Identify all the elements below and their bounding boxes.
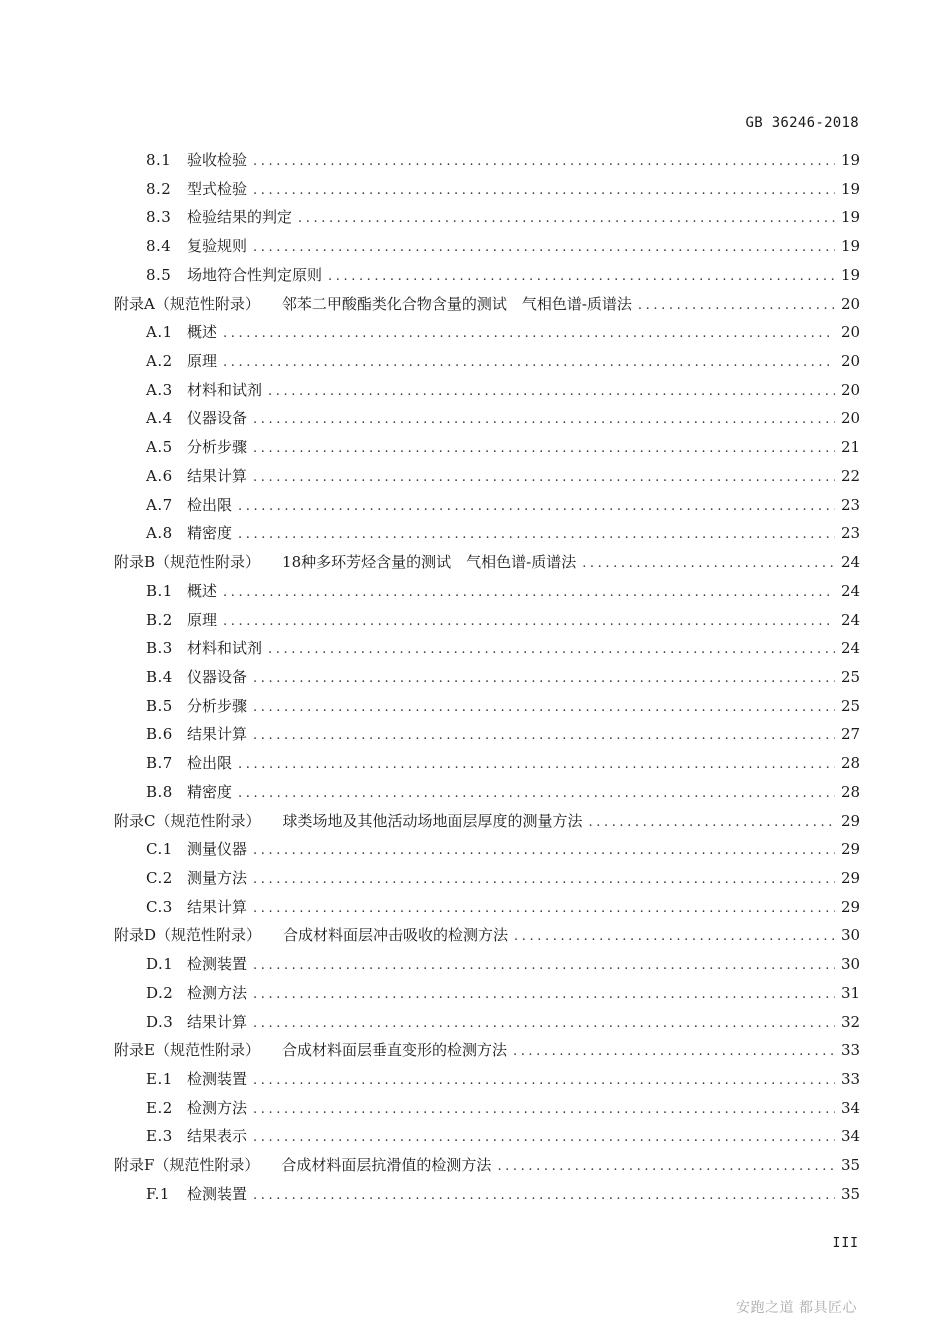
toc-entry[interactable] (114, 1151, 859, 1180)
toc-entry-title: 精密度 (187, 524, 233, 543)
toc-entry[interactable] (114, 1122, 859, 1151)
dot-leader (253, 464, 835, 493)
toc-entry-number: B.1 (146, 581, 173, 600)
toc-entry-page: 29 (841, 897, 861, 916)
toc-entry[interactable] (114, 692, 859, 721)
toc-entry-number: 8.4 (146, 237, 172, 256)
toc-entry-page: 22 (841, 466, 861, 485)
standard-code: GB 36246-2018 (745, 115, 859, 131)
toc-entry-number: A.1 (146, 323, 173, 342)
toc-entry-title: 分析步骤 (187, 696, 248, 715)
toc-entry[interactable] (114, 433, 859, 462)
toc-entry-number: B.3 (146, 639, 173, 658)
toc-entry[interactable] (114, 979, 859, 1008)
toc-entry[interactable] (114, 491, 859, 520)
toc-entry-number: B.5 (146, 696, 173, 715)
dot-leader (223, 608, 835, 637)
toc-entry-page: 33 (841, 1041, 861, 1060)
toc-entry[interactable] (114, 893, 859, 922)
toc-entry-title: 测量仪器 (187, 840, 248, 859)
toc-entry-number: A.3 (146, 380, 173, 399)
dot-leader (238, 751, 835, 780)
toc-entry-page: 24 (841, 553, 861, 572)
toc-entry[interactable] (114, 749, 859, 778)
dot-leader (253, 665, 835, 694)
toc-entry-title: 检验结果的判定 (187, 208, 293, 227)
dot-leader (253, 837, 835, 866)
dot-leader (223, 579, 835, 608)
toc-entry-page: 24 (841, 581, 861, 600)
toc-entry[interactable] (114, 404, 859, 433)
toc-entry-number: E.1 (146, 1070, 173, 1088)
toc-entry-number: A.2 (146, 352, 173, 371)
dot-leader (268, 378, 835, 407)
dot-leader (497, 1153, 835, 1182)
dot-leader (253, 952, 835, 981)
toc-entry-title: 概述 (187, 323, 218, 342)
toc-entry-number: B.8 (146, 782, 173, 801)
dot-leader (253, 148, 835, 177)
toc-entry[interactable] (114, 807, 859, 836)
dot-leader (253, 435, 835, 464)
toc-appendix-label: 附录D（规范性附录） (114, 926, 262, 945)
toc-entry[interactable] (114, 462, 859, 491)
toc-entry[interactable] (114, 720, 859, 749)
toc-entry[interactable] (114, 376, 859, 405)
dot-leader (253, 1010, 835, 1039)
dot-leader (253, 694, 835, 723)
toc-entry-title: 检测装置 (187, 955, 248, 974)
toc-entry-number: A.7 (146, 495, 173, 514)
toc-entry-page: 29 (841, 811, 861, 830)
toc-entry[interactable] (114, 1094, 859, 1123)
toc-entry-title: 检出限 (187, 754, 233, 773)
dot-leader (268, 636, 835, 665)
toc-entry-title: 检测装置 (187, 1070, 248, 1088)
toc-entry-title: 材料和试剂 (187, 380, 263, 399)
dot-leader (253, 1067, 835, 1096)
toc-appendix-label: 附录F（规范性附录） (114, 1156, 260, 1175)
toc-entry-title: 结果计算 (187, 725, 248, 744)
toc-entry-page: 20 (841, 380, 861, 399)
toc-entry-page: 19 (841, 237, 861, 256)
toc-entry-page: 30 (841, 955, 861, 974)
toc-entry-title: 概述 (187, 581, 218, 600)
toc-entry-title: 结果计算 (187, 897, 248, 916)
toc-entry-number: D.3 (146, 1012, 174, 1031)
toc-entry[interactable] (114, 146, 859, 175)
toc-entry-page: 30 (841, 926, 861, 945)
toc-entry-page: 19 (841, 208, 861, 227)
toc-entry-page: 29 (841, 868, 861, 887)
dot-leader (513, 1038, 835, 1067)
dot-leader (298, 205, 835, 234)
toc-entry[interactable] (114, 606, 859, 635)
toc-entry-number: D.2 (146, 983, 174, 1002)
toc-entry-title: 场地符合性判定原则 (187, 265, 323, 284)
toc-entry-page: 34 (841, 1127, 861, 1146)
toc-entry-title: 测量方法 (187, 868, 248, 887)
toc-entry-number: D.1 (146, 955, 174, 974)
dot-leader (582, 550, 835, 579)
toc-entry-page: 20 (841, 409, 861, 428)
toc-entry-title: 复验规则 (187, 237, 248, 256)
toc-entry-title: 材料和试剂 (187, 639, 263, 658)
toc-entry-page: 24 (841, 610, 861, 629)
toc-entry[interactable] (114, 347, 859, 376)
toc-entry-page: 29 (841, 840, 861, 859)
dot-leader (253, 1124, 835, 1153)
toc-entry-title: 检出限 (187, 495, 233, 514)
dot-leader (253, 866, 835, 895)
toc-entry-number: E.2 (146, 1098, 173, 1117)
toc-appendix-label: 附录A（规范性附录） (114, 294, 260, 313)
toc-entry-page: 20 (841, 323, 861, 342)
dot-leader (253, 981, 835, 1010)
toc-appendix-label: 附录E（规范性附录） (114, 1041, 260, 1060)
toc-entry-number: B.2 (146, 610, 173, 629)
toc-entry-title: 18种多环芳烃含量的测试 气相色谱-质谱法 (282, 553, 577, 572)
toc-entry-title: 检测装置 (187, 1184, 248, 1203)
toc-entry-page: 23 (841, 495, 861, 514)
toc-entry-title: 合成材料面层垂直变形的检测方法 (281, 1041, 507, 1060)
toc-entry-number: B.4 (146, 667, 173, 686)
toc-entry-page: 32 (841, 1012, 861, 1031)
toc-entry-number: C.3 (146, 897, 173, 916)
toc-entry[interactable] (114, 290, 859, 319)
toc-entry[interactable] (114, 548, 859, 577)
toc-entry-page: 31 (841, 983, 861, 1002)
toc-entry-page: 28 (841, 754, 861, 773)
toc-entry-page: 24 (841, 639, 861, 658)
table-of-contents (114, 146, 859, 1209)
toc-entry-page: 19 (841, 151, 861, 169)
toc-entry-page: 34 (841, 1098, 861, 1117)
toc-entry[interactable] (114, 203, 859, 232)
toc-entry[interactable] (114, 1008, 859, 1037)
toc-entry-title: 结果计算 (187, 1012, 248, 1031)
dot-leader (589, 809, 836, 838)
toc-appendix-label: 附录C（规范性附录） (114, 811, 261, 830)
toc-entry-number: 8.3 (146, 208, 172, 227)
toc-entry-page: 35 (841, 1184, 861, 1203)
toc-entry-page: 28 (841, 782, 861, 801)
dot-leader (238, 493, 835, 522)
toc-entry[interactable] (114, 318, 859, 347)
toc-entry-title: 原理 (187, 610, 218, 629)
toc-entry-page: 23 (841, 524, 861, 543)
toc-entry-number: A.5 (146, 438, 173, 457)
dot-leader (514, 923, 835, 952)
toc-entry-page: 21 (841, 438, 861, 457)
toc-entry-number: 8.5 (146, 265, 172, 284)
toc-entry-page: 33 (841, 1070, 861, 1088)
toc-entry-title: 验收检验 (187, 151, 248, 169)
dot-leader (253, 895, 835, 924)
toc-entry[interactable] (114, 835, 859, 864)
dot-leader (223, 349, 835, 378)
toc-entry-page: 25 (841, 667, 861, 686)
dot-leader (253, 722, 835, 751)
toc-entry-page: 20 (841, 352, 861, 371)
toc-entry[interactable] (114, 261, 859, 290)
toc-entry-page: 35 (841, 1156, 861, 1175)
toc-entry-title: 型式检验 (187, 179, 248, 198)
toc-entry[interactable] (114, 864, 859, 893)
toc-entry[interactable] (114, 663, 859, 692)
toc-entry-title: 检测方法 (187, 1098, 248, 1117)
toc-entry-title: 原理 (187, 352, 218, 371)
toc-entry[interactable] (114, 1036, 859, 1065)
toc-entry-number: 8.2 (146, 179, 172, 198)
dot-leader (253, 234, 835, 263)
dot-leader (253, 177, 835, 206)
toc-entry-title: 球类场地及其他活动场地面层厚度的测量方法 (282, 811, 583, 830)
toc-entry[interactable] (114, 175, 859, 204)
toc-entry-number: A.8 (146, 524, 173, 543)
toc-entry-number: C.1 (146, 840, 173, 859)
toc-entry-title: 仪器设备 (187, 409, 248, 428)
toc-entry[interactable] (114, 519, 859, 548)
toc-entry[interactable] (114, 1180, 859, 1209)
dot-leader (223, 320, 835, 349)
toc-entry-number: B.7 (146, 754, 173, 773)
toc-entry-number: B.6 (146, 725, 173, 744)
toc-appendix-label: 附录B（规范性附录） (114, 553, 261, 572)
dot-leader (238, 521, 835, 550)
toc-entry[interactable] (114, 921, 859, 950)
toc-entry[interactable] (114, 1065, 859, 1094)
toc-entry-number: F.1 (146, 1184, 170, 1203)
toc-entry-number: C.2 (146, 868, 173, 887)
toc-entry[interactable] (114, 950, 859, 979)
dot-leader (253, 1096, 835, 1125)
dot-leader (238, 780, 835, 809)
dot-leader (253, 1182, 835, 1211)
page-number: III (832, 1236, 859, 1251)
toc-entry-title: 邻苯二甲酸酯类化合物含量的测试 气相色谱-质谱法 (281, 294, 632, 313)
toc-entry-title: 检测方法 (187, 983, 248, 1002)
toc-entry-number: A.6 (146, 466, 173, 485)
toc-entry-title: 合成材料面层冲击吸收的检测方法 (283, 926, 509, 945)
dot-leader (328, 263, 835, 292)
toc-entry-title: 结果计算 (187, 466, 248, 485)
toc-entry-title: 精密度 (187, 782, 233, 801)
toc-entry-number: E.3 (146, 1127, 173, 1146)
toc-entry-page: 27 (841, 725, 861, 744)
dot-leader (638, 292, 835, 321)
watermark-text: 安跑之道 都具匠心 (736, 1300, 857, 1316)
toc-entry-page: 19 (841, 179, 861, 198)
toc-entry[interactable] (114, 577, 859, 606)
toc-entry-title: 合成材料面层抗滑值的检测方法 (281, 1156, 492, 1175)
toc-entry[interactable] (114, 232, 859, 261)
toc-entry-page: 19 (841, 265, 861, 284)
toc-entry[interactable] (114, 778, 859, 807)
toc-entry-title: 结果表示 (187, 1127, 248, 1146)
toc-entry-number: A.4 (146, 409, 173, 428)
toc-entry-title: 分析步骤 (187, 438, 248, 457)
toc-entry-page: 20 (841, 294, 861, 313)
toc-entry[interactable] (114, 634, 859, 663)
dot-leader (253, 406, 835, 435)
toc-entry-number: 8.1 (146, 151, 172, 169)
toc-entry-title: 仪器设备 (187, 667, 248, 686)
toc-entry-page: 25 (841, 696, 861, 715)
